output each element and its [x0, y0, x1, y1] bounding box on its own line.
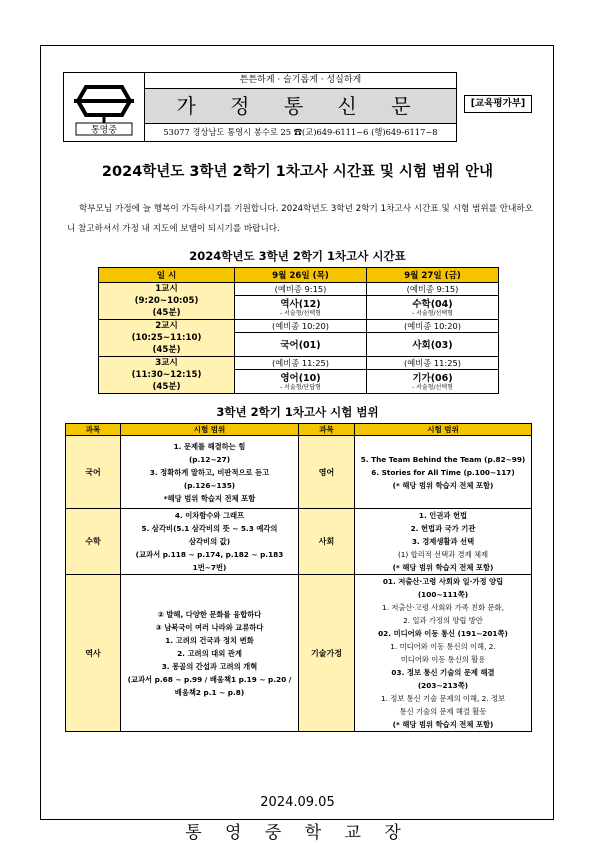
range-line: 2. 헌법과 국가 기관 — [410, 524, 476, 533]
subject-cell: 수학 — [66, 509, 121, 575]
header-range: 시험 범위 — [355, 424, 532, 436]
header-datetime: 일 시 — [99, 268, 235, 283]
newsletter-name: 가 정 통 신 문 — [144, 88, 457, 124]
exam-subject: 영어(10) - 서술형/단답형 — [235, 370, 367, 394]
subject-cell: 역사 — [66, 575, 121, 732]
department-label: [교육평가부] — [464, 95, 532, 113]
range-cell — [355, 436, 532, 509]
range-line: 1. 인권과 헌법 — [418, 511, 468, 520]
exam-subject: 사회(03) — [367, 333, 499, 357]
range-line: 4. 이차함수와 그래프 — [174, 511, 245, 520]
range-cell — [121, 509, 299, 575]
svg-text:통영중: 통영중 — [90, 125, 118, 136]
range-line: 통신 기술의 문제 해결 활동 — [399, 707, 487, 716]
range-line: ③ 남북국이 여러 나라와 교류하다 — [155, 622, 264, 632]
range-line: 1번~7번) — [192, 563, 227, 572]
issue-date: 2024.09.05 — [260, 795, 335, 810]
period-2-cell: 2교시 (10:25~11:10) (45분) — [99, 320, 235, 357]
range-cell — [355, 509, 532, 575]
scope-header-row — [66, 424, 532, 436]
header-day1: 9월 26일 (목) — [235, 268, 367, 283]
range-cell — [121, 575, 299, 732]
range-line: 2. 고려의 대외 관계 — [177, 648, 242, 658]
period-2-pre-row — [99, 320, 499, 333]
range-line: 1. 저출산·고령 사회와 가족 친화 문화, — [382, 603, 504, 612]
range-line: (* 해당 범위 학습지 전체 포함) — [392, 480, 494, 490]
range-line: (* 해당 범위 학습지 전체 포함) — [392, 563, 494, 572]
school-logo — [63, 72, 145, 142]
exam-schedule-table — [98, 267, 499, 394]
range-line: 3. 경제생활과 선택 — [411, 537, 475, 546]
range-line: 3. 정확하게 말하고, 비판적으로 듣고 — [149, 467, 270, 477]
subject-cell: 사회 — [299, 509, 355, 575]
range-line: (1) 합리적 선택과 경제 체제 — [397, 550, 489, 559]
notice-title: 2024학년도 3학년 2학기 1차고사 시간표 및 시험 범위 안내 — [101, 164, 494, 180]
range-line: 01. 저출산·고령 사회와 일·가정 양립 — [382, 577, 504, 586]
range-line: 2. 일과 가정의 양립 방안 — [403, 616, 483, 625]
range-line: 미디어와 이동 통신의 활용 — [400, 655, 486, 664]
pre-bell-text: (예비종 11:25) — [235, 357, 367, 370]
school-motto: 튼튼하게 · 슬기롭게 · 성실하게 — [144, 72, 457, 89]
header-range: 시험 범위 — [121, 424, 299, 436]
range-line: (교과서 p.118 ~ p.174, p.182 ~ p.183 — [135, 550, 284, 559]
header-subject: 과목 — [66, 424, 121, 436]
range-line: 5. The Team Behind the Team (p.82~99) — [360, 454, 526, 464]
scope-row-2 — [66, 509, 532, 575]
pre-bell-text: (예비종 10:20) — [367, 320, 499, 333]
range-line: 배움책2 p.1 ~ p.8) — [174, 687, 245, 697]
period-3-pre-row — [99, 357, 499, 370]
period-3-cell: 3교시 (11:30~12:15) (45분) — [99, 357, 235, 394]
range-line: ② 발해, 다양한 문화를 융합하다 — [157, 609, 262, 619]
range-line: 1. 정보 통신 기술 문제의 이해, 2. 정보 — [380, 694, 506, 703]
range-line: 1. 문제를 해결하는 힘 — [173, 441, 246, 451]
schedule-header-row — [99, 268, 499, 283]
pre-bell-text: (예비종 9:15) — [235, 283, 367, 296]
subject-cell: 국어 — [66, 436, 121, 509]
range-line: (203~213쪽) — [417, 681, 469, 690]
range-line: 03. 정보 통신 기술의 문제 해결 — [391, 668, 495, 677]
range-line: 1. 고려의 건국과 정치 변화 — [165, 635, 254, 645]
scope-title: 3학년 2학기 1차고사 시험 범위 — [216, 405, 379, 419]
newsletter-header — [63, 72, 531, 142]
exam-subject: 역사(12) - 서술형/선택형 — [235, 296, 367, 320]
range-line: 3. 몽골의 간섭과 고려의 개혁 — [161, 661, 258, 671]
school-address: 53077 경상남도 통영시 봉수로 25 ☎(교)649-6111~6 (행)649-6117~8 — [144, 123, 457, 142]
schedule-title: 2024학년도 3학년 2학기 1차고사 시간표 — [189, 249, 406, 263]
intro-paragraph: 학부모님 가정에 늘 행복이 가득하시기를 기원합니다. 2024학년도 3학년 2학기 1차고사 시간표 및 시험 범위를 안내하오니 참고하셔서 가정 내 지도에 보탬이 되시기를 바랍니다. — [67, 204, 533, 234]
scope-row-1 — [66, 436, 532, 509]
range-line: (p.126~135) — [183, 480, 236, 490]
scope-row-3 — [66, 575, 532, 732]
range-line: *해당 범위 학습지 전체 포함 — [163, 493, 256, 503]
period-1-pre-row — [99, 283, 499, 296]
exam-subject: 기가(06) - 서술형/선택형 — [367, 370, 499, 394]
header-day2: 9월 27일 (금) — [367, 268, 499, 283]
range-line: (100~111쪽) — [417, 590, 469, 599]
pre-bell-text: (예비종 11:25) — [367, 357, 499, 370]
exam-subject: 국어(01) — [235, 333, 367, 357]
subject-cell: 기술가정 — [299, 575, 355, 732]
range-cell — [355, 575, 532, 732]
subject-cell: 영어 — [299, 436, 355, 509]
range-line: (교과서 p.68 ~ p.99 / 배움책1 p.19 ~ p.20 / — [127, 674, 292, 684]
range-line: 6. Stories for All Time (p.100~117) — [371, 467, 515, 477]
exam-subject: 수학(04) - 서술형/선택형 — [367, 296, 499, 320]
range-line: 1. 미디어와 이동 통신의 이해, 2. — [390, 642, 496, 651]
range-line: (p.12~27) — [188, 454, 231, 464]
exam-scope-table — [65, 423, 532, 732]
range-line: (* 해당 범위 학습지 전체 포함) — [392, 720, 494, 729]
pre-bell-text: (예비종 10:20) — [235, 320, 367, 333]
range-cell — [121, 436, 299, 509]
header-subject: 과목 — [299, 424, 355, 436]
range-line: 02. 미디어와 이동 통신 (191~201쪽) — [378, 629, 508, 638]
pre-bell-text: (예비종 9:15) — [367, 283, 499, 296]
range-line: 5. 삼각비(5.1 삼각비의 뜻 ~ 5.3 예각의 — [141, 524, 278, 533]
period-1-cell: 1교시 (9:20~10:05) (45분) — [99, 283, 235, 320]
principal-signature: 통 영 중 학 교 장 — [185, 823, 410, 843]
range-line: 삼각비의 값) — [188, 537, 231, 546]
